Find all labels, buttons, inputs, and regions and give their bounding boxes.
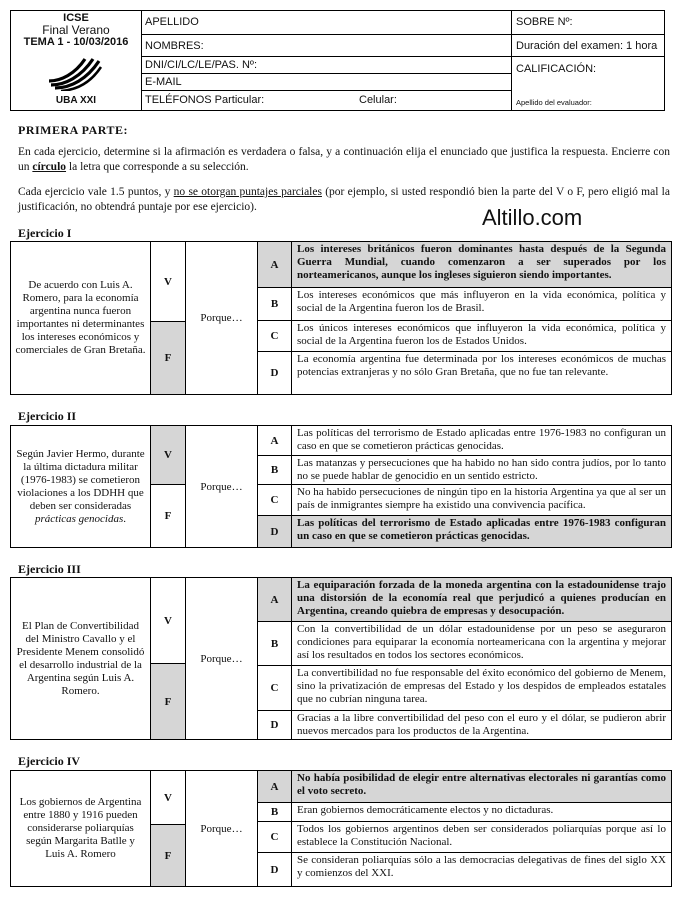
- scoring-text-1: Cada ejercicio vale 1.5 puntos, y: [18, 186, 174, 198]
- exercise-2-letter-b[interactable]: B: [258, 456, 292, 485]
- exercise-2-porque: Porque…: [186, 426, 258, 547]
- exercise-4-letter-c[interactable]: C: [258, 822, 292, 853]
- exercise-2-title: Ejercicio II: [18, 409, 77, 423]
- exercise-2-letter-c[interactable]: C: [258, 485, 292, 516]
- scoring-text-2: (por ejemplo, si usted respondió bien la parte del V o F, pero eligió mal la justificación, no obtendrá puntaje por ese ejercicio).: [18, 186, 670, 213]
- exercise-1-answer-b: Los intereses económicos que más influyeron en la vida económica, política y social de la Argentina fueron los de Brasil.: [292, 288, 671, 321]
- exercise-2-statement-text: Según Javier Hermo, durante la última dictadura militar (1976-1983) se cometieron violaciones a los DDHH que deben ser consideradas: [16, 447, 145, 512]
- exercise-1-option-f[interactable]: F: [151, 322, 186, 394]
- field-dni[interactable]: DNI/CI/LC/LE/PAS. Nº:: [141, 57, 511, 74]
- exercise-1-statement: De acuerdo con Luis A. Romero, para la economía argentina nunca fueron importantes ni determinantes los intereses económicos y comerciales de Gran Bretaña.: [11, 242, 151, 394]
- instructions-circle-word: círculo: [32, 161, 67, 173]
- instructions-text-2: la letra que corresponde a su selección.: [66, 161, 249, 173]
- exercise-2-statement-italic: prácticas genocidas: [34, 512, 124, 525]
- exercise-2-answer-d: Las políticas del terrorismo de Estado aplicadas entre 1976-1983 configuran un caso en que se cometieron prácticas genocidas.: [292, 516, 671, 547]
- exercise-1-letter-d[interactable]: D: [258, 352, 292, 394]
- exercise-2: [10, 425, 672, 548]
- exercise-2-option-v[interactable]: V: [151, 426, 186, 485]
- exercise-4-answer-d: Se consideran poliarquías sólo a las democracias delegativas de fines del siglo XX y comienzos del XXI.: [297, 854, 666, 879]
- exercise-1-letter-a[interactable]: A: [258, 242, 292, 288]
- exercise-3-option-v[interactable]: V: [151, 578, 186, 664]
- exercise-2-option-f[interactable]: F: [151, 485, 186, 547]
- exercise-1-answer-a: Los intereses británicos fueron dominantes hasta después de la Segunda Guerra Mundial, cuando comenzaron a ser superados por los norteamericanos, aunque los ingleses siguieron siendo importantes.: [292, 242, 671, 288]
- telefonos-label: TELÉFONOS Particular:: [145, 94, 265, 106]
- exercise-1-answer-d: La economía argentina fue determinada por los intereses económicos de muchas potencias extranjeras y no sólo Gran Bretaña, que no fue tan relevante.: [297, 353, 666, 378]
- exercise-4-answer-c: Todos los gobiernos argentinos deben ser considerados poliarquías porque así lo establece la Constitución Nacional.: [292, 822, 671, 853]
- instructions-paragraph: [18, 145, 670, 175]
- celular-label: Celular:: [359, 94, 397, 106]
- exam-name: Final Verano: [42, 23, 110, 37]
- exercise-3: [10, 577, 672, 740]
- part-title: PRIMERA PARTE:: [18, 123, 129, 137]
- field-nombres[interactable]: NOMBRES:: [141, 35, 511, 57]
- watermark-text: Altillo.com: [482, 205, 583, 230]
- scoring-underlined: no se otorgan puntajes parciales: [173, 186, 322, 198]
- exercise-2-letter-a[interactable]: A: [258, 426, 292, 456]
- exercise-4-letter-a[interactable]: A: [258, 771, 292, 803]
- field-telefonos[interactable]: [141, 91, 511, 110]
- exercise-1-porque: Porque…: [186, 242, 258, 394]
- institution-name: ICSE: [63, 12, 89, 24]
- uba-xxi-logo-icon: [47, 55, 103, 91]
- exercise-1-title: Ejercicio I: [18, 226, 72, 240]
- exercise-1-letter-b[interactable]: B: [258, 288, 292, 321]
- field-evaluador[interactable]: Apellido del evaluador:: [516, 98, 592, 107]
- exercise-4-answer-b: Eran gobiernos democráticamente electos y no dictaduras.: [292, 803, 671, 822]
- field-calificacion[interactable]: CALIFICACIÓN:: [516, 63, 597, 75]
- exercise-2-statement-end: .: [123, 512, 127, 525]
- exercise-3-statement: El Plan de Convertibilidad del Ministro Cavallo y el Presidente Menem consolidó el desarrollo industrial de la Argentina según Luis A. Romero.: [11, 578, 151, 739]
- field-sobre[interactable]: SOBRE Nº:: [512, 11, 665, 35]
- exercise-4: [10, 770, 672, 887]
- exercise-4-option-f[interactable]: F: [151, 825, 186, 886]
- exercise-2-letter-d[interactable]: D: [258, 516, 292, 547]
- instructions-text-1: En cada ejercicio, determine si la afirmación es verdadera o falsa, y a continuación elija el enunciado que justifica la respuesta. Encierre con un: [18, 146, 670, 173]
- exercise-4-option-v[interactable]: V: [151, 771, 186, 825]
- exam-header: [10, 10, 665, 111]
- field-apellido[interactable]: APELLIDO: [141, 11, 511, 35]
- exercise-4-letter-b[interactable]: B: [258, 803, 292, 822]
- exercise-4-porque: Porque…: [186, 771, 258, 886]
- exercise-1-letter-c[interactable]: C: [258, 321, 292, 352]
- exercise-3-answer-a: La equiparación forzada de la moneda argentina con la estadounidense trajo una distorsión de la economía real que perjudicó a quienes producían en Argentina, creando quiebra de empresas y desocupación.: [292, 578, 671, 622]
- exercise-4-answer-a: No había posibilidad de elegir entre alternativas electorales ni garantías como el voto secreto.: [292, 771, 671, 803]
- exercise-3-answer-c: La convertibilidad no fue responsable del éxito económico del gobierno de Menem, sino la privatización de empresas del Estado y los despidos de empleados estatales que no cubrían ninguna tarea.: [292, 666, 671, 711]
- exercise-2-answer-c: No ha habido persecuciones de ningún tipo en la historia Argentina ya que al ser un país de inmigrantes siempre ha existido una convivencia pacífica.: [292, 485, 671, 516]
- exercise-1: [10, 241, 672, 395]
- exercise-1-option-v[interactable]: V: [151, 242, 186, 322]
- logo-text: UBA XXI: [55, 95, 97, 106]
- exam-duration: Duración del examen: 1 hora: [512, 35, 665, 57]
- exercise-3-letter-d[interactable]: D: [258, 711, 292, 739]
- exercise-3-porque: Porque…: [186, 578, 258, 739]
- topic-date: TEMA 1 - 10/03/2016: [23, 36, 129, 48]
- exercise-3-answer-d: Gracias a la libre convertibilidad del peso con el euro y el dólar, se pudieron abrir nuevos mercados para los productos de la Argentina.: [297, 712, 666, 737]
- header-institution-block: [11, 11, 142, 110]
- exam-admin-fields: [511, 11, 665, 110]
- exercise-3-letter-c[interactable]: C: [258, 666, 292, 711]
- exercise-2-answer-b: Las matanzas y persecuciones que ha habido no han sido contra judíos, por lo tanto no se puede hablar de genocidio en un sentido estricto.: [292, 456, 671, 485]
- exercise-3-letter-a[interactable]: A: [258, 578, 292, 622]
- exercise-2-answer-a: Las políticas del terrorismo de Estado aplicadas entre 1976-1983 no configuran un caso en que se cometieron prácticas genocidas.: [292, 426, 671, 456]
- exercise-1-answer-c: Los únicos intereses económicos que influyeron la vida económica, política y social de la Argentina fueron los de Estados Unidos.: [292, 321, 671, 352]
- exercise-3-answer-b: Con la convertibilidad de un dólar estadounidense por un peso se aseguraron condiciones para equiparar la economía norteamericana con la argentina y mejorar así los resultados en todos los sectores económicos.: [292, 622, 671, 666]
- exercise-4-title: Ejercicio IV: [18, 754, 81, 768]
- exercise-4-statement: Los gobiernos de Argentina entre 1880 y 1916 pueden considerarse poliarquías según Margarita Batlle y Luis A. Romero: [11, 771, 151, 886]
- student-fields: [141, 11, 511, 110]
- exercise-4-letter-d[interactable]: D: [258, 853, 292, 886]
- exercise-2-statement: [11, 426, 151, 547]
- exercise-3-title: Ejercicio III: [18, 562, 81, 576]
- field-email[interactable]: E-MAIL: [141, 74, 511, 91]
- exercise-3-option-f[interactable]: F: [151, 664, 186, 739]
- exercise-3-letter-b[interactable]: B: [258, 622, 292, 666]
